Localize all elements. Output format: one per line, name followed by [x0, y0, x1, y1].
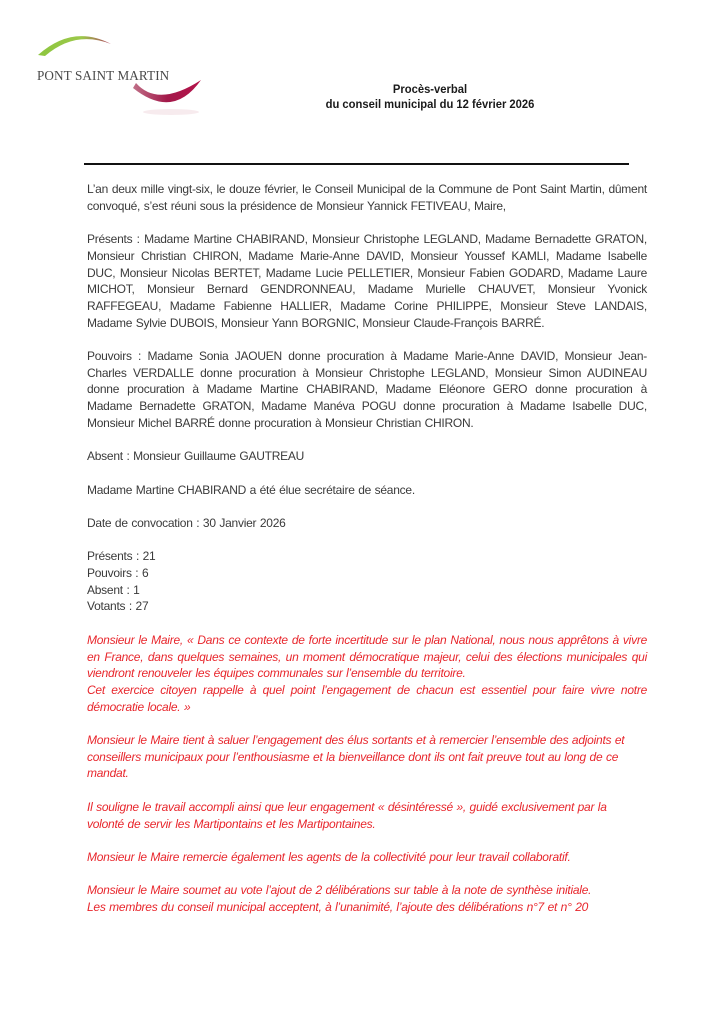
convocation-paragraph: Date de convocation : 30 Janvier 2026: [87, 515, 286, 530]
document-title: [283, 82, 577, 112]
green-arc: [38, 36, 111, 56]
souligne-paragraph: Il souligne le travail accompli ainsi que leur engagement « désintéressé », guidé exclusivement par la volonté de servir les Martipontains et les Martipontaines.: [87, 799, 607, 831]
subtitle: du conseil municipal du 12 février 2026: [325, 97, 535, 111]
title: Procès-verbal: [392, 82, 468, 96]
logo: [33, 28, 203, 123]
arc-reflection: [143, 109, 199, 115]
stat-votants: Votants : 27: [87, 599, 149, 614]
vote-paragraph: [87, 882, 647, 915]
presents-paragraph: Présents : Madame Martine CHABIRAND, Monsieur Christophe LEGLAND, Madame Bernadette GRATON, Monsieur Christian CHIRON, Madame Marie-Anne DAVID, Monsieur Youssef KAMLI, Madame Isabelle DUC, Monsieur Nicolas BERTET, Madame Lucie PELLETIER, Monsieur Fabien GODARD, Madame Laure MICHOT, Monsieur Bernard GENDRONNEAU, Madame Murielle CHAUVET, Monsieur Yvonick RAFFEGEAU, Madame Fabienne HALLIER, Madame Corine PHILIPPE, Monsieur Steve LANDAIS, Madame Sylvie DUBOIS, Monsieur Yann BORGNIC, Monsieur Claude-François BARRÉ.: [87, 232, 647, 330]
absent-paragraph: Absent : Monsieur Guillaume GAUTREAU: [87, 449, 305, 464]
mayor-speech: [87, 632, 647, 716]
mayor-speech-line1: Monsieur le Maire, « Dans ce contexte de forte incertitude sur le plan National, nous nous apprêtons à vivre en France, dans quelques semaines, un moment démocratique majeur, celui des élections municipales qui viendront renouveler les équipes communales sur l’ensemble du territoire.: [87, 632, 647, 681]
stat-pouvoirs: Pouvoirs : 6: [87, 566, 149, 581]
stats-block: [87, 548, 647, 615]
document-body: [87, 181, 647, 932]
secretaire-paragraph: Madame Martine CHABIRAND a été élue secrétaire de séance.: [87, 482, 415, 497]
intro-paragraph: L’an deux mille vingt-six, le douze février, le Conseil Municipal de la Commune de Pont Saint Martin, dûment convoqué, s’est réuni sous la présidence de Monsieur Yannick FETIVEAU, Maire,: [87, 182, 647, 213]
mayor-speech-line2: Cet exercice citoyen rappelle à quel point l’engagement de chacun est essentiel pour faire vivre notre démocratie locale. »: [87, 682, 647, 714]
vote-line2: Les membres du conseil municipal acceptent, à l’unanimité, l’ajoute des délibérations n°7 et n° 20: [87, 900, 589, 915]
vote-line1: Monsieur le Maire soumet au vote l’ajout de 2 délibérations sur table à la note de synthèse initiale.: [87, 883, 592, 898]
stat-absent: Absent : 1: [87, 582, 140, 597]
header-divider: [84, 163, 629, 165]
stat-presents: Présents : 21: [87, 549, 156, 564]
pouvoirs-paragraph: Pouvoirs : Madame Sonia JAOUEN donne procuration à Madame Marie-Anne DAVID, Monsieur Jean-Charles VERDALLE donne procuration à Monsieur Christophe LEGLAND, Monsieur Simon AUDINEAU donne procuration à Madame Martine CHABIRAND, Madame Eléonore GERO donne procuration à Madame Bernadette GRATON, Madame Manéva POGU donne procuration à Madame Isabelle DUC, Monsieur Michel BARRÉ donne procuration à Monsieur Christian CHIRON.: [87, 349, 647, 430]
mayor-salut-paragraph: Monsieur le Maire tient à saluer l’engagement des élus sortants et à remercier l’ensemble des adjoints et conseillers municipaux pour l’enthousiasme et la bienveillance dont ils ont fait preuve tout au long de ce mandat.: [87, 733, 625, 781]
logo-text: PONT SAINT MARTIN: [37, 68, 170, 83]
remercie-paragraph: Monsieur le Maire remercie également les agents de la collectivité pour leur travail collaboratif.: [87, 849, 571, 864]
